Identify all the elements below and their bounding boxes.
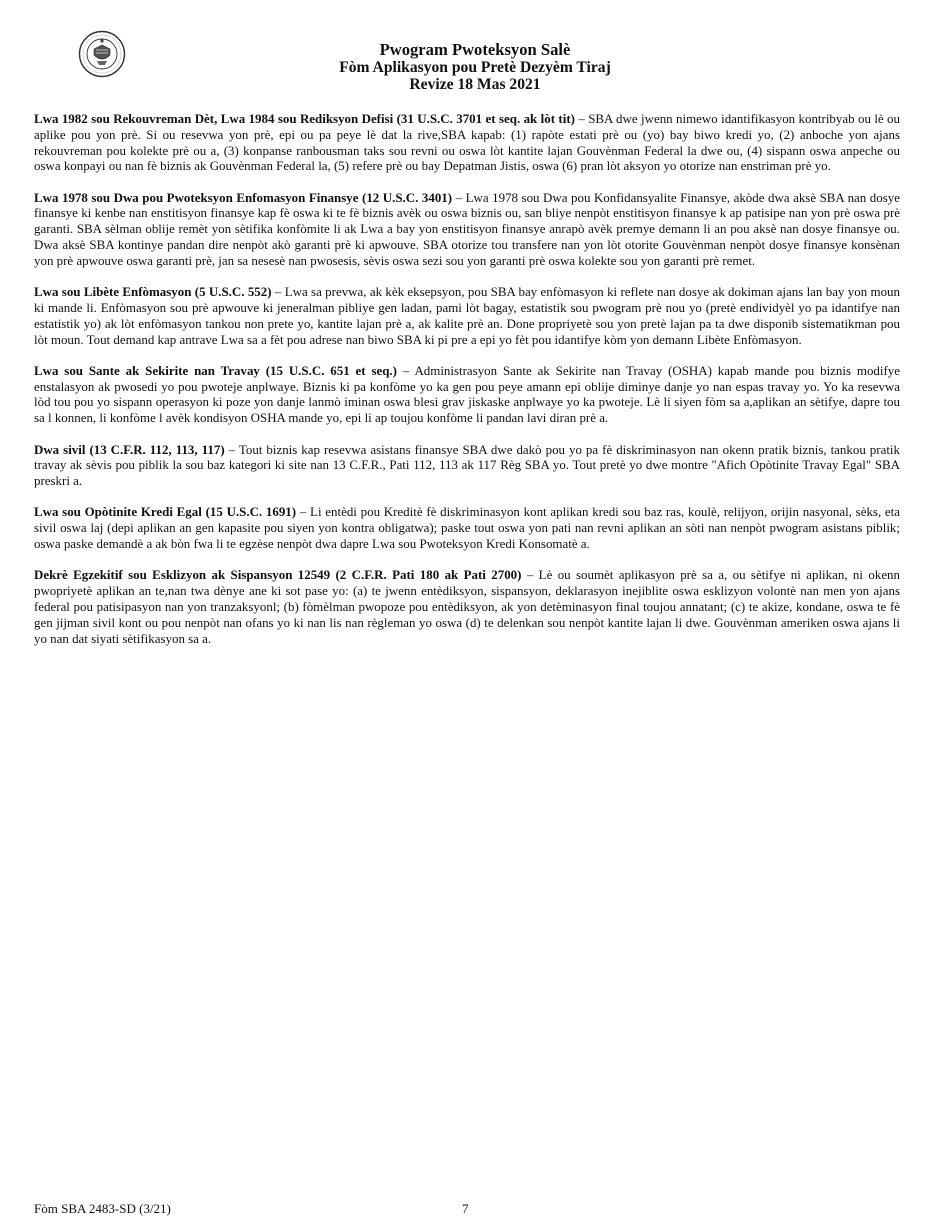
section-civil-rights	[34, 442, 900, 489]
section-heading: Lwa 1978 sou Dwa pou Pwoteksyon Enfomasyon Finansye (12 U.S.C. 3401)	[34, 189, 453, 205]
section-heading: Lwa sou Opòtinite Kredi Egal (15 U.S.C. 1691)	[34, 504, 297, 520]
revision-date: Revize 18 Mas 2021	[409, 76, 541, 93]
section-text: – Lwa sa prevwa, ak kèk eksepsyon, pou SBA bay enfòmasyon ki reflete nan dosye ak dokiman ajans lan bay yon moun ki mande li. Enfòmasyon sou prè apwouve ki jeneralman pibliye gen ladan, pami lòt bagay, estatistik sou pwogram prè nou yo (pretè endividyèl yo pa idantifye nan estatistik yo) ak lòt enfòmasyon tankou non prete yo, kantite lajan prè a, ak kalite prè an. Done propriyetè sou yon pretè lajan pa ta dwe disponib sistematikman pou lòt moun. Tout demand kap antrave Lwa sa a fèt pou adrese nan biwo SBA ki pi pre a epi yo fèt pou idantifye kòm yon demann Libète Enfòmasyon.	[34, 284, 900, 347]
section-debt-collection	[34, 111, 900, 174]
document-subtitle: Fòm Aplikasyon pou Pretè Dezyèm Tiraj	[339, 59, 611, 76]
section-heading: Dwa sivil (13 C.F.R. 112, 113, 117)	[34, 441, 225, 457]
section-text: – Li entèdi pou Kreditè fè diskriminasyon kont aplikan kredi sou baz ras, koulè, relijyon, orijin nasyonal, sèks, eta sivil oswa laj (depi aplikan an gen kapasite pou siyen yon kontra obligatwa); paske tout oswa yon pati nan revni aplikan an sòti nan nenpòt pwogram asistans piblik; oswa paske demandè a ak bòn fwa li te egzèse nenpòt dwa dapre Lwa sou Pwoteksyon Kredi Konsomatè a.	[34, 504, 900, 552]
section-financial-privacy	[34, 190, 900, 269]
form-identifier: Fòm SBA 2483-SD (3/21)	[34, 1201, 171, 1216]
section-debarment	[34, 567, 900, 646]
document-body	[34, 111, 900, 662]
section-heading: Lwa sou Sante ak Sekirite nan Travay (15 U.S.C. 651 et seq.)	[34, 362, 397, 378]
section-heading: Dekrè Egzekitif sou Esklizyon ak Sispansyon 12549 (2 C.F.R. Pati 180 ak Pati 2700)	[34, 567, 522, 583]
section-occupational-safety	[34, 363, 900, 426]
section-text: – Lwa 1978 sou Dwa pou Konfidansyalite Finansye, akòde dwa aksè SBA nan dosye finansye ki kenbe nan enstitisyon finansye kap fè oswa ki te fè biznis avèk ou oswa biznis ou, san bliye nenpòt enstitisyon finansye k ap patisipe nan yon prè oswa prè garanti. SBA sèlman oblije remèt yon sètifika konfòmite li ak Lwa a bay yon enstitisyon finansye anrapò avèk premye demann li an pou aksè nan dosye finansye ou. Dwa aksè SBA kontinye pandan dire nenpòt akò garanti prè ki apwouve. SBA otorize tou transfere nan yon lòt otorite Gouvènman nenpòt dosye finansye konsènan yon prè apwouve oswa garanti prè, jan sa nesesè nan pwosesis, sèvis oswa sezi sou yon garanti prè oswa kolekte sou yon garanti prè remet.	[34, 189, 900, 268]
section-text: – SBA dwe jwenn nimewo idantifikasyon kontribyab ou lè ou aplike pou yon prè. Si ou resevwa yon prè, epi ou pa peye lè dat la rive,SBA kapab: (1) rapòte estati prè ou (yo) bay biwo kredi yo, (2) anboche yon ajans rekouvreman pou kolekte prè ou a, (3) konpanse ranbousman taks sou revni ou oswa lòt kantite lajan Gouvènman Federal la dwe ou, (4) sispann oswa anpeche ou oswa konpayi ou nan fè biznis ak Gouvènman Federal la, (5) refere prè ou bay Depatman Jistis, oswa (6) pran lòt aksyon yo otorize nan enstriman prè yo.	[34, 111, 900, 174]
section-text: – Lè ou soumèt aplikasyon prè sa a, ou sètifye ni aplikan, ni okenn pwopriyetè aplikan an te,nan twa dènye ane ki sot pase yo: (a) te jwenn entèdiksyon, sispansyon, deklarasyon inejiblite oswa esklizyon volontè nan men yon ajans federal pou patisipasyon nan yon tranzaksyonl; (b) fòmèlman pwopoze pou entèdiksyon, ak yon detèminasyon final toujou annatant; (c) te akize, kondane, oswa te fè gen jijman sivil kont ou pou nenpòt nan ofans yo ki nan lis nan règleman yo oswa (d) te delenkan sou nenpòt kantite lajan li dwe. Gouvènman ameriken oswa ajans li yo nan dat siyati sètifikasyon sa a.	[34, 567, 900, 646]
section-text: – Tout biznis kap resevwa asistans finansye SBA dwe dakò pou yo pa fè diskriminasyon nan okenn pratik biznis, tankou pratik travay ak sèvis pou piblik la sou baz kategori ki site nan 13 C.F.R., Pati 112, 113 ak 117 Règ SBA yo. Tout pretè yo dwe montre "Afich Opòtinite Travay Egal" SBA preskri a.	[34, 441, 900, 489]
section-freedom-of-information	[34, 284, 900, 347]
page-number: 7	[462, 1201, 469, 1216]
document-title: Pwogram Pwoteksyon Salè	[379, 40, 571, 59]
section-text: – Administrasyon Sante ak Sekirite nan Travay (OSHA) kapab mande pou biznis modifye enstalasyon ak pwosedi yo pou pwoteje anplwaye. Biznis ki pa konfòme yo ka gen pou peye amann epi oblije diminye danje yo nan espas travay yo. Yo ka resevwa lòd tou pou yo sispann operasyon ki poze yon danje lanmò iminan oswa blesi grav jiskaske anplwaye yo ka pwoteje. Lè li siyen fòm sa a,aplikan an sètifye, dapre tou sa l konnen, li konfòme l avèk kondisyon OSHA mande yo, epi li ap toujou konfòme li pandan lavi diran prè a.	[34, 362, 900, 426]
section-equal-credit	[34, 504, 900, 551]
document-header	[0, 40, 950, 93]
section-heading: Lwa sou Libète Enfòmasyon (5 U.S.C. 552)	[34, 284, 272, 300]
section-heading: Lwa 1982 sou Rekouvreman Dèt, Lwa 1984 sou Rediksyon Defisi (31 U.S.C. 3701 et seq. ak lòt tit)	[34, 111, 575, 126]
